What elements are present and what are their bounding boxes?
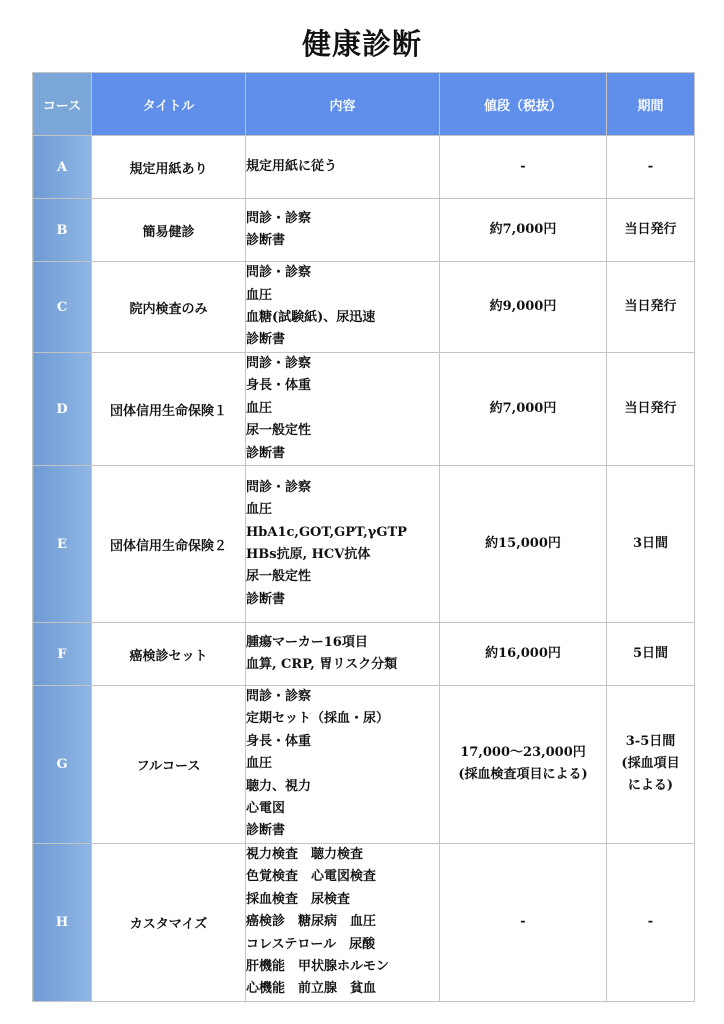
price-line: 約7,000円 [489,222,557,237]
content-line: 腫瘍マーカー16項目 [246,634,368,650]
header-title: タイトル [92,73,246,136]
content-line: 尿一般定性 [246,423,312,439]
content-line: 問診・診察 [246,479,312,495]
table-row [33,199,695,262]
period-line: 当日発行 [624,299,677,314]
content-line: 聴力、視力 [246,778,312,794]
content-cell [246,136,440,199]
course-table [32,72,695,1002]
content-line: 癌検診 糖尿病 血圧 [246,914,377,930]
price-cell [440,686,607,844]
content-line: 視力検査 聴力検査 [246,846,364,862]
content-line: 血算, CRP, 胃リスク分類 [246,657,398,673]
period-line: 当日発行 [624,222,677,237]
header-price: 値段（税抜） [440,73,607,136]
content-line: 規定用紙に従う [246,158,338,174]
content-cell [246,262,440,353]
price-line: 約9,000円 [489,299,557,314]
content-line: HbA1c,GOT,GPT,γGTP [246,524,407,540]
period-line: - [647,914,654,930]
content-cell [246,623,440,686]
title-cell: 規定用紙あり [92,136,246,199]
content-line: 尿一般定性 [246,569,312,585]
content-line: 診断書 [246,591,286,607]
table-row [33,466,695,623]
content-cell [246,466,440,623]
price-cell [440,262,607,353]
price-line: - [520,914,526,930]
content-line: 身長・体重 [246,378,312,394]
period-cell [607,353,695,466]
table-row [33,623,695,686]
price-line: (採血検査項目による) [458,767,588,783]
content-line: 血圧 [246,287,273,303]
content-line: 血圧 [246,756,273,772]
content-line: 血圧 [246,400,273,416]
header-content: 内容 [246,73,440,136]
course-cell: E [33,466,92,623]
content-line: 採血検査 尿検査 [246,891,351,907]
course-cell: D [33,353,92,466]
content-line: 色覚検査 心電図検査 [246,869,377,885]
table-row [33,843,695,1001]
content-line: 問診・診察 [246,356,312,371]
title-cell: カスタマイズ [92,843,246,1001]
content-line: 血圧 [246,502,273,518]
table-row [33,686,695,844]
period-cell [607,262,695,353]
content-line: 心機能 前立腺 貧血 [246,981,377,997]
price-cell [440,199,607,262]
content-cell [246,843,440,1001]
period-line: (採血項目 [621,756,680,772]
period-cell [607,199,695,262]
table-row [33,262,695,353]
price-line: 約15,000円 [485,536,561,552]
period-line: 当日発行 [624,401,677,417]
price-line: - [520,159,526,174]
period-cell [607,466,695,623]
content-line: 問診・診察 [246,210,312,226]
content-line: HBs抗原, HCV抗体 [246,547,371,563]
course-cell: G [33,686,92,844]
table-row [33,136,695,199]
price-line: 17,000〜23,000円 [460,745,586,761]
content-line: 診断書 [246,445,286,461]
title-cell: 団体信用生命保険１ [92,353,246,466]
price-cell [440,353,607,466]
period-line: による) [627,778,674,794]
content-line: 診断書 [246,823,286,839]
period-cell [607,623,695,686]
table-row [33,353,695,466]
title-cell: 団体信用生命保険２ [92,466,246,623]
price-cell [440,466,607,623]
course-cell: C [33,262,92,353]
course-rows [33,136,695,1002]
title-cell: 簡易健診 [92,199,246,262]
page-title: 健康診断 [301,27,422,61]
content-line: 診断書 [246,332,286,348]
period-cell [607,843,695,1001]
period-line: - [647,159,654,174]
period-cell [607,686,695,844]
course-cell: H [33,843,92,1001]
title-cell: 癌検診セット [92,623,246,686]
header-period: 期間 [607,73,695,136]
content-line: 問診・診察 [246,689,312,705]
period-line: 5日間 [632,646,669,662]
price-cell [440,623,607,686]
period-line: 3-5日間 [625,734,676,750]
content-line: 血糖(試験紙)、尿迅速 [246,310,376,325]
title-cell: フルコース [92,686,246,844]
content-cell [246,686,440,844]
course-cell: B [33,199,92,262]
course-cell: A [33,136,92,199]
content-line: 心電図 [246,801,286,817]
content-cell [246,199,440,262]
header-course: コース [33,73,92,136]
content-line: コレステロール 尿酸 [246,936,376,952]
content-line: 定期セット（採血・尿） [246,711,390,727]
price-line: 約16,000円 [485,646,561,662]
header-row [33,73,695,136]
period-line: 3日間 [632,536,669,552]
price-cell [440,843,607,1001]
course-cell: F [33,623,92,686]
period-cell [607,136,695,199]
content-cell [246,353,440,466]
content-line: 診断書 [246,233,286,248]
title-cell: 院内検査のみ [92,262,246,353]
content-line: 問診・診察 [246,265,312,281]
content-line: 身長・体重 [246,733,312,749]
price-cell [440,136,607,199]
price-line: 約7,000円 [489,401,557,417]
content-line: 肝機能 甲状腺ホルモン [246,958,390,974]
